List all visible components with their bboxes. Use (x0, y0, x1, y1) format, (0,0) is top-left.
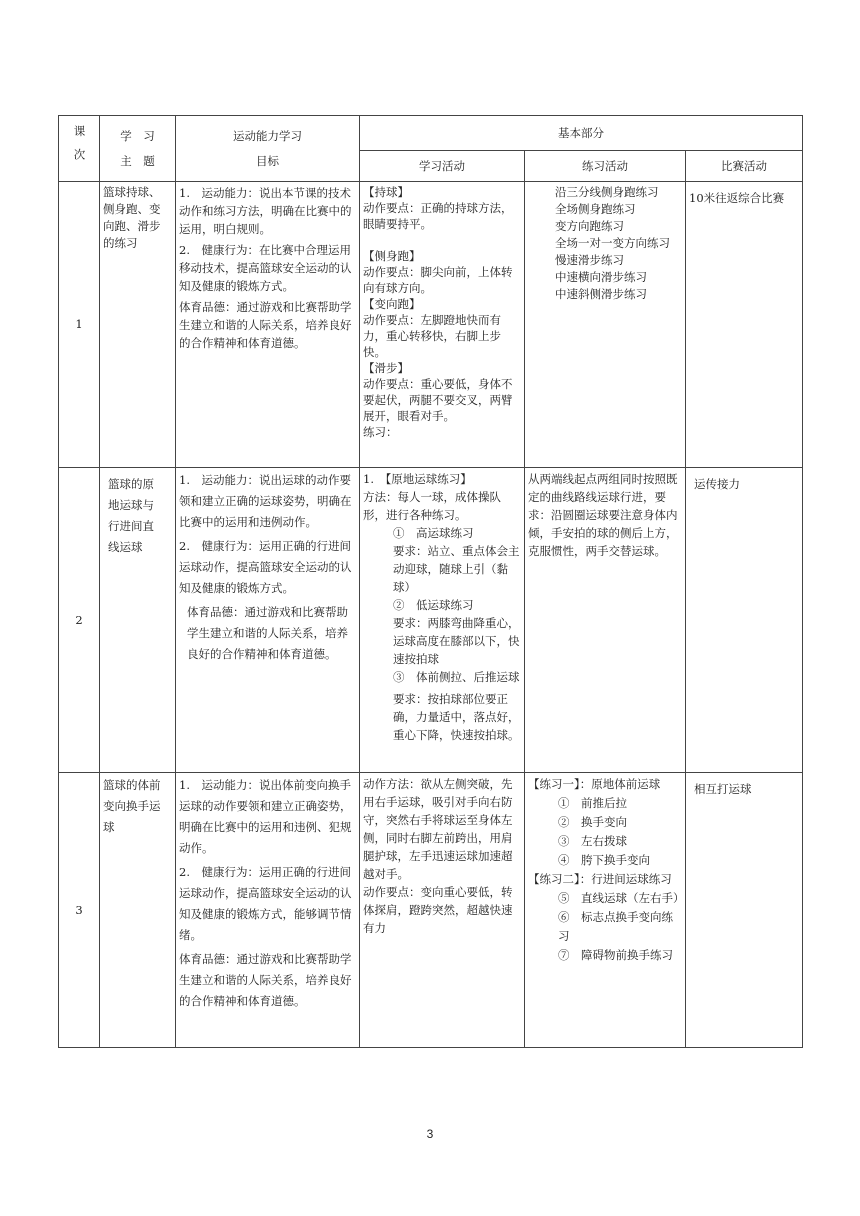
learn-item-desc: 要求：两膝弯曲降重心，运球高度在膝部以下，快速按拍球 (393, 616, 520, 666)
practice-cell (525, 182, 686, 468)
practice-item: ③ 左右拨球 (558, 834, 627, 848)
lesson-plan-table (58, 115, 803, 1048)
header-goal (176, 116, 360, 182)
goal-item: 1. 运动能力：说出本节课的技术动作和练习方法，明确在比赛中的运用，明白规则。 (179, 186, 352, 236)
header-match: 比赛活动 (686, 151, 803, 182)
goal-item: 1. 运动能力：说出体前变向换手运球的动作要领和建立正确姿势，明确在比赛中的运用和违例、犯规动作。 (179, 778, 352, 855)
practice-item: ② 换手变向 (558, 815, 627, 829)
lesson-number: 1 (59, 182, 100, 468)
learn-line: 【侧身跑】 (363, 249, 421, 263)
practice-item: 变方向跑练习 (555, 219, 624, 233)
learn-line (363, 232, 521, 248)
goal-cell (176, 182, 360, 468)
header-lesson (59, 116, 100, 182)
match-text: 10米往返综合比赛 (689, 191, 785, 205)
learn-cell (360, 182, 525, 468)
practice-cell (525, 773, 686, 1048)
topic-line: 篮球持球、 (103, 185, 161, 199)
learn-intro: 方法：每人一球，成体操队形，进行各种练习。 (363, 490, 501, 522)
topic-line: 侧身跑、变 (103, 202, 161, 216)
goal-item: 体育品德：通过游戏和比赛帮助学生建立和谐的人际关系，培养良好的合作精神和体育道德。 (179, 952, 352, 1008)
goal-item: 体育品德：通过游戏和比赛帮助学生建立和谐的人际关系，培养良好的合作精神和体育道德。 (187, 605, 348, 661)
header-topic-line2: 主 题 (120, 153, 155, 168)
learn-line: 【持球】 (363, 185, 409, 199)
practice-heading: 【练习一】：原地体前运球 (528, 777, 661, 791)
match-cell (686, 468, 803, 773)
topic-line: 地运球与 (108, 498, 154, 512)
practice-item: ① 前推后拉 (558, 796, 627, 810)
header-lesson-label: 课次 (72, 125, 87, 172)
table-row (59, 182, 803, 468)
learn-item-desc: 要求：站立、重点体会主动迎球，随球上引（黏球） (393, 544, 520, 594)
header-topic (100, 116, 176, 182)
learn-item-title: ③ 体前侧拉、后推运球 (393, 670, 520, 684)
practice-item: ④ 胯下换手变向 (558, 853, 650, 867)
table-row (59, 773, 803, 1048)
topic-line: 变向换手运 (103, 799, 161, 813)
practice-item: 中速横向滑步练习 (555, 270, 647, 284)
goal-item: 1. 运动能力：说出运球的动作要领和建立正确的运球姿势，明确在比赛中的运用和违例动作。 (179, 473, 352, 529)
learn-cell (360, 773, 525, 1048)
practice-item: 中速斜侧滑步练习 (555, 287, 647, 301)
learn-key-points: 动作要点：变向重心要低，转体探肩，蹬跨突然，超越快速有力 (363, 885, 513, 935)
match-cell (686, 182, 803, 468)
practice-item: ⑤ 直线运球（左右手） (558, 891, 685, 905)
goal-cell (176, 468, 360, 773)
learn-item-desc: 要求：按拍球部位要正确，力量适中，落点好，重心下降，快速按拍球。 (393, 692, 520, 742)
goal-item: 2. 健康行为：在比赛中合理运用移动技术，提高篮球安全运动的认知及健康的锻炼方式。 (179, 243, 352, 293)
topic-line: 篮球的原 (108, 477, 154, 491)
practice-item: 全场一对一变方向练习 (555, 236, 670, 250)
topic-line: 篮球的体前 (103, 778, 161, 792)
practice-item: 全场侧身跑练习 (555, 202, 636, 216)
learn-line: 【变向跑】 (363, 297, 421, 311)
topic-cell (100, 468, 176, 773)
header-goal-line2: 目标 (256, 153, 279, 168)
header-basic: 基本部分 (360, 116, 803, 151)
topic-line: 向跑、滑步 (103, 219, 161, 233)
learn-line: 练习： (363, 425, 398, 439)
learn-cell (360, 468, 525, 773)
topic-line: 行进间直 (108, 519, 154, 533)
practice-item: 沿三分线侧身跑练习 (555, 185, 659, 199)
practice-cell (525, 468, 686, 773)
learn-line: 动作要点：左脚蹬地快而有力，重心转移快，右脚上步快。 (363, 313, 501, 359)
lesson-number: 3 (59, 773, 100, 1048)
learn-line: 动作要点：正确的持球方法，眼睛要持平。 (363, 201, 513, 231)
practice-item: 慢速滑步练习 (555, 253, 624, 267)
page-number: 3 (426, 1127, 434, 1141)
learn-line: 【滑步】 (363, 361, 409, 375)
goal-item: 2. 健康行为：运用正确的行进间运球动作，提高篮球安全运动的认知及健康的锻炼方式，能够调节情绪。 (179, 865, 352, 942)
goal-item: 2. 健康行为：运用正确的行进间运球动作，提高篮球安全运动的认知及健康的锻炼方式。 (179, 539, 352, 595)
practice-item: ⑦ 障碍物前换手练习 (558, 948, 673, 962)
learn-heading: 1. 【原地运球练习】 (363, 472, 472, 486)
learn-method: 动作方法：欲从左侧突破，先用右手运球，吸引对手向右防守，突然右手将球运至身体左侧，同时右脚左前跨出，用肩腿护球，左手迅速运球加速超越对手。 (363, 777, 513, 881)
learn-line: 动作要点：重心要低，身体不要起伏，两腿不要交叉，两臂展开，眼看对手。 (363, 377, 513, 423)
practice-heading: 【练习二】：行进间运球练习 (528, 872, 672, 886)
match-text: 运传接力 (694, 477, 740, 491)
header-learn: 学习活动 (360, 151, 525, 182)
match-text: 相互打运球 (694, 782, 752, 796)
table-row (59, 468, 803, 773)
header-practice: 练习活动 (525, 151, 686, 182)
learn-item-title: ① 高运球练习 (393, 526, 474, 540)
topic-line: 的练习 (103, 236, 138, 250)
header-topic-line1: 学 习 (120, 128, 155, 143)
learn-item-title: ② 低运球练习 (393, 598, 474, 612)
header-goal-line1: 运动能力学习 (233, 128, 302, 143)
lesson-number: 2 (59, 468, 100, 773)
topic-line: 球 (103, 820, 115, 834)
practice-text: 从两端线起点两组同时按照既定的曲线路线运球行进，要求：沿圆圈运球要注意身体内倾，手安拍的球的侧后上方，克服惯性，两手交替运球。 (528, 472, 678, 558)
learn-line: 动作要点：脚尖向前，上体转向有球方向。 (363, 265, 513, 295)
topic-cell (100, 773, 176, 1048)
goal-item: 体育品德：通过游戏和比赛帮助学生建立和谐的人际关系，培养良好的合作精神和体育道德。 (179, 300, 352, 350)
match-cell (686, 773, 803, 1048)
practice-item: ⑥ 标志点换手变向练习 (558, 910, 673, 943)
topic-cell (100, 182, 176, 468)
goal-cell (176, 773, 360, 1048)
topic-line: 线运球 (108, 540, 143, 554)
